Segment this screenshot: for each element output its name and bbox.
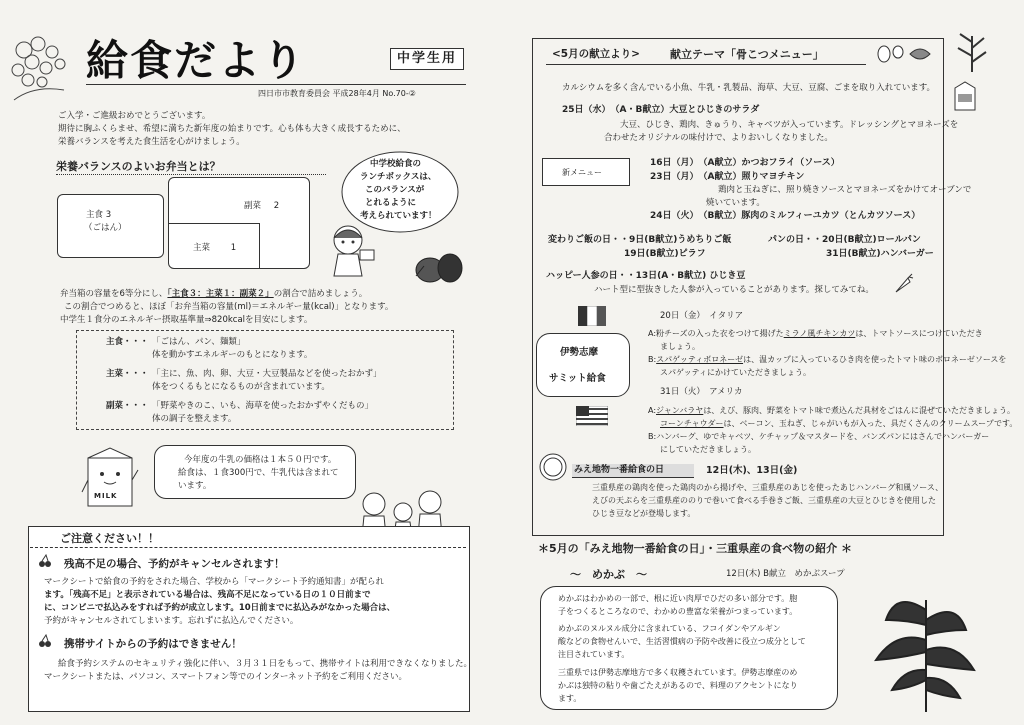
def-line2-3: 体の調子を整えます。 [152,414,237,424]
cherry-icon [38,554,52,568]
menu-d25: 25日（水） （A・B献立）大豆とひじきのサラダ [562,105,760,115]
happy-desc: ハート型に型抜きした人参が入っていることがあります。探してみてね。 [594,285,874,295]
fish-beans-icon [874,40,934,68]
bento-para-b: の割合で詰めましょう。 [273,289,368,299]
happy-line [546,270,745,283]
mazegohan-2: 19日(B献立)ピラフ [624,249,706,259]
notice-heading-rule [30,547,466,548]
new-item-1: 16日（月） （A献立）かつおフライ（ソース） [650,158,840,168]
milk-line-2: 給食は、１食300円で、牛乳代は含まれて [178,468,339,478]
audience-badge: 中学生用 [390,48,464,70]
italy-a-1 [648,327,983,340]
milk-carton-icon [80,440,140,512]
newsletter-title: 給食だより [86,36,307,85]
bubble-line-1: 中学校給食の [370,159,422,169]
def-term-1: 主食・・・ [106,337,149,347]
menu-d25-desc-2: 合わせたオリジナルの味付けで、よりおいしくなりました。 [604,133,833,143]
title-rule [86,84,466,85]
mekabu-p1-1: めかぶはわかめの一部で、根に近い肉厚でひだの多い部分です。胞 [558,594,798,603]
shushoku-num: 3 [105,210,112,220]
intro-line-3: 栄養バランスを考えた食生活を心がけましょう。 [58,137,245,147]
usa-a-dish: ジャンバラヤ [656,406,704,415]
mekabu-name: ～ めかぶ ～ [570,568,647,581]
bento-okazu-box [168,177,310,269]
notice-s1-title: 残高不足の場合、予約がキャンセルされます！ [64,558,285,570]
new-desc-1: 鶏肉と玉ねぎに、照り焼きソースとマヨネーズをかけてオーブンで [718,185,972,195]
usa-a-pre: A: [648,406,657,415]
italy-a-dish: ミラノ風チキンカツ [783,329,856,338]
mekabu-p2-3: 注目されています。 [558,650,630,659]
usa-b-1: B:ハンバーグ、ゆでキャベツ、ケチャップ＆マスタードを、バンズパンにはさんでハンバーガー [648,432,990,441]
italy-a-post: は、トマトソースにつけていただき [855,329,983,338]
new-menu-label: 新メニュー [562,168,602,177]
def-term-3: 副菜・・・ [106,401,149,411]
italy-b-post: は、温カップに入っているひき肉を使ったトマト味のボロネーゼソースを [743,355,1007,364]
bento-heading: 栄養バランスのよいお弁当とは？ [56,158,326,175]
pan-1: ・・20日(B献立)ロールパン [804,235,921,245]
italy-b-1 [648,353,1006,366]
issue-date: 平成28年4月 [332,89,380,98]
italy-date: 20日（金） イタリア [660,311,744,321]
usa-a-post: は、えび、豚肉、野菜をトマト味で煮込んだ具材をごはんに混ぜていただきましょう。 [703,406,1015,415]
usa-flag-icon [576,406,608,426]
notice-s2-title: 携帯サイトからの予約はできません！ [64,638,242,650]
def-line1-1: 「ごはん、パン、麺類」 [152,337,246,347]
menu-heading-rule [546,64,866,65]
mie-title: みえ地物一番給食の日 [572,464,694,478]
usa-a-1 [648,404,1015,417]
mie-desc-3: ひじき豆などが登場します。 [592,509,696,518]
mekabu-p2-1: めかぶのヌルヌル成分に含まれている、フコイダンやアルギン [558,624,781,633]
notice-s1-line-4: 予約がキャンセルされてしまいます。忘れずに払込んでください。 [44,616,299,626]
milk-label: MILK [94,492,118,500]
italy-a-2: ましょう。 [660,342,700,351]
happy-item: ・・13日(A・B献立) ひじき豆 [617,271,746,281]
mekabu-p3-3: ます。 [558,694,582,703]
menu-d25-desc-1: 大豆、ひじき、鶏肉、きゅうり、キャベツが入っています。ドレッシングとマヨネーズを [620,120,959,130]
pan-2: 31日(B献立)ハンバーガー [826,249,934,259]
mazegohan-1: ・・9日(B献立)うめちりご飯 [611,235,732,245]
notice-s1-line-3: に、コンビニで払込みをすれば予約が成立します。10日前までに払込みがなかった場合は、 [44,603,396,613]
mekabu-menu: 12日(木) B献立 めかぶスープ [726,569,845,579]
notice-s1-line-2: ます。「残高不足」と表示されている場合は、残高不足になっている日の１０日前まで [44,590,371,600]
mie-desc-2: えびの天ぷらを三重県産ののりで巻いて食べる手巻きご飯、三重県産の大豆とひじきを使用した [592,496,936,505]
def-term-2: 主菜・・・ [106,369,149,379]
mekabu-p1-2: 子をつくるところなので、わかめの豊富な栄養がつまっています。 [558,607,798,616]
milk-line-3: います。 [178,481,212,491]
italy-flag-icon [578,306,606,326]
italy-b-pre: B: [648,355,657,364]
girl-character-icon [320,220,380,280]
bubble-line-4: とれるように [365,198,417,208]
bento-para-line-3: 中学生１食分のエネルギー摂取基準量⇒820kcalを目安にします。 [60,315,313,325]
issuer: 四日市市教育委員会 [258,89,330,98]
fukusai-label: 副菜 [244,201,262,211]
new-desc-2: 焼いています。 [706,198,765,208]
summit-title-1: 伊勢志摩 [560,347,599,358]
def-line1-2: 「主に、魚、肉、卵、大豆・大豆製品などを使ったおかず」 [152,369,382,379]
shusai-num: 1 [230,243,237,253]
new-item-2: 23日（月） （A献立）照りマヨチキン [650,172,805,182]
bento-shushoku-box [57,194,164,258]
bento-para-a: 弁当箱の容量を6等分にし、 [60,289,168,299]
italy-a-pre: A:粉チーズの入った衣をつけて揚げた [648,329,784,338]
def-line2-1: 体を動かすエネルギーのもとになります。 [152,350,313,360]
def-line1-3: 「野菜やきのこ、いも、海草を使ったおかずやくだもの」 [152,401,374,411]
bento-ratio: 「主食３：主菜１：副菜２」 [167,289,274,299]
mie-date: 12日(木)、13日(金) [706,465,798,476]
notice-s2-line-2: マークシートまたは、パソコン、スマートフォン等でのインターネット予約をご利用ください。 [44,672,408,682]
seaweed-icon [952,30,992,74]
intro-line-2: 期待に胸ふくらませ、希望に満ちた新年度の始まりです。心も体も大きく成長するために、 [58,124,406,134]
plant-icon [4,30,84,105]
mie-logo-icon [538,452,568,482]
pan-line [768,234,921,247]
mazegohan-title: 変わりご飯の日 [548,235,612,245]
intro-line-1: ご入学・ご進級おめでとうございます。 [58,111,211,121]
fukusai-num: 2 [273,201,280,211]
mie-desc-1: 三重県産の鶏肉を使った鶏肉のから揚げや、三重県産のあじを使ったあじハンバーグ和風ソース、 [592,483,944,492]
usa-b-2: にしていただきましょう。 [660,445,756,454]
notice-s1-line-1: マークシートで給食の予約をされた場合、学校から「マークシート予約通知書」が配られ [44,577,385,587]
italy-b-dish: スパゲッティボロネーゼ [656,355,744,364]
menu-heading-b: 献立テーマ「骨こつメニュー」 [670,48,824,61]
shusai-label: 主菜 [193,243,211,253]
usa-date: 31日（火） アメリカ [660,387,743,397]
italy-b-2: スパゲッティにかけていただきましょう。 [660,368,812,377]
summit-badge [536,333,630,397]
happy-title: ハッピー人参の日 [546,271,618,281]
milk-pack-icon [952,80,978,112]
cherry-icon [38,634,52,648]
mekabu-p2-2: 酸などの食物せんいで、生活習慣病の予防や改善に役立つ成分として [558,637,806,646]
usa-a2-dish: コーンチャウダー [660,419,724,428]
mekabu-p3-2: かぶは独特の粘りや歯ごたえがあるので、料理のアクセントになり [558,681,798,690]
new-item-3: 24日（火） （B献立）豚肉のミルフィーユカツ（とんカツソース） [650,211,921,221]
issue-number: No.70-② [382,89,416,98]
menu-lead: カルシウムを多く含んでいる小魚、牛乳・乳製品、海草、大豆、豆腐、ごまを取り入れています。 [562,83,936,93]
shushoku-sub: （ごはん） [84,223,127,233]
carrot-icon [892,272,914,296]
bubble-line-3: このバランスが [365,185,425,195]
def-line2-2: 体をつくるもとになるものが含まれています。 [152,382,330,392]
mekabu-p3-1: 三重県では伊勢志摩地方で多く収穫されています。伊勢志摩産のめ [558,668,798,677]
notice-s2-line-1: 給食予約システムのセキュリティ強化に伴い、３月３１日をもって、携帯サイトは利用できなくなりました。 [58,659,473,669]
mekabu-seaweed-icon [856,580,986,715]
bubble-line-2: ランチボックスは、 [360,172,437,182]
milk-line-1: 今年度の牛乳の価格は１本５０円です。 [184,455,337,465]
vegetables-icon [412,246,468,286]
usa-a2-post: は、ベーコン、玉ねぎ、じゃがいもが入った、具だくさんのクリームスープです。 [723,419,1018,428]
bento-para-line-1 [60,288,367,301]
bento-para-line-2: この割合でつめると、ほぼ「お弁当箱の容量(ml)＝エネルギー量(kcal)」となります。 [64,302,394,312]
issuer-line [258,87,416,100]
pan-title: パンの日 [768,235,805,245]
shushoku-label: 主食 [86,210,104,220]
menu-heading-a: <5月の献立より> [552,48,640,60]
summit-title-2: サミット給食 [549,373,606,384]
bubble-line-5: 考えられています！ [360,211,437,221]
mekabu-heading: ＊5月の「みえ地物一番給食の日」・三重県産の食べ物の紹介 ＊ [538,542,852,555]
mazegohan-line [548,234,731,247]
usa-a-2 [660,417,1017,430]
notice-heading: ご注意ください！！ [60,532,159,545]
